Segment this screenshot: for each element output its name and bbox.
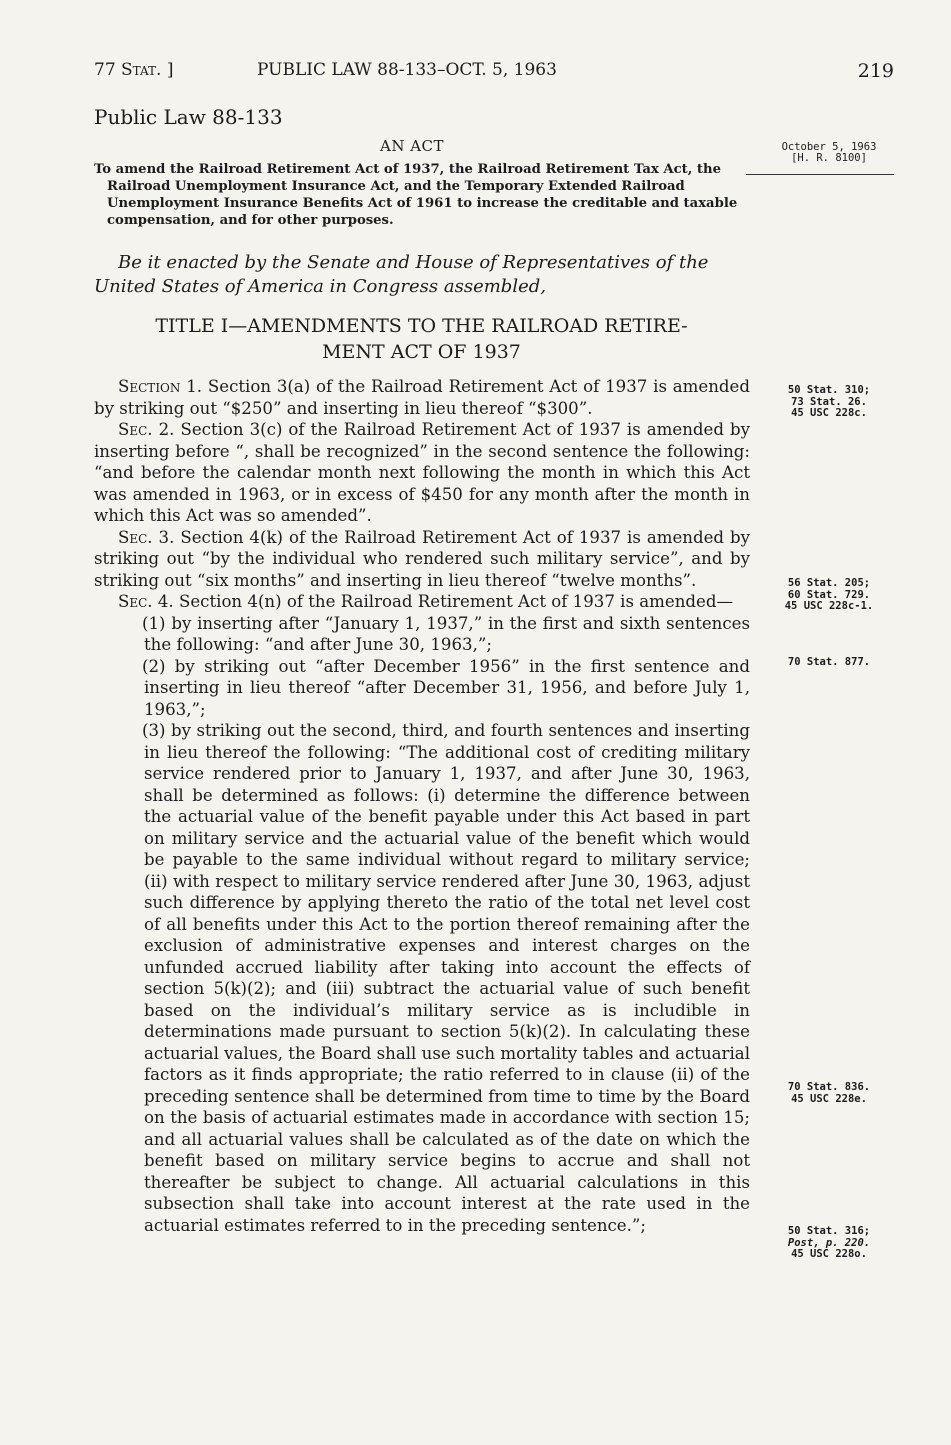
bill-number: [H. R. 8100] (791, 152, 867, 164)
law-date-heading: PUBLIC LAW 88-133–OCT. 5, 1963 (257, 60, 557, 80)
margin-note-1 (764, 385, 894, 420)
margin-rule (746, 174, 894, 175)
margin-note-5 (764, 1226, 894, 1261)
page-number: 219 (857, 60, 894, 82)
section-text: Section 3(c) of the Railroad Retirement Act of 1937 is amended by inserting before “, shall be recognized” in the second sentence the following: “and before the calendar month next following the month in which this Act was amended in 1963, or in excess of $450 for any month after the month in which this Act was so amended”. (94, 420, 750, 525)
section-1 (94, 376, 750, 419)
citation: Post, p. 220. (787, 1236, 871, 1249)
margin-note-2 (764, 578, 894, 613)
margin-note-3 (764, 657, 894, 669)
long-title: To amend the Railroad Retirement Act of 1937, the Railroad Retirement Tax Act, the Railroad Unemployment Insurance Act, and the Temporary Extended Railroad Unemployment Insurance Benefits Act of 1961 to increase the creditable and taxable compensation, and for other purposes. (94, 162, 738, 228)
citation: 45 USC 228e. (791, 1092, 867, 1105)
enactment-date: October 5, 1963 (781, 141, 877, 153)
section-label: Sec. 3. (118, 527, 175, 547)
section-text: Section 4(n) of the Railroad Retirement Act of 1937 is amended— (178, 592, 734, 611)
margin-note-4 (764, 1082, 894, 1105)
clause-1: (1) by inserting after “January 1, 1937,” in the first and sixth sentences the following: “and after June 30, 1963,”; (142, 613, 750, 654)
citation: 45 USC 228c-1. (784, 600, 874, 612)
stat-reference: 77 Stat. ] (94, 60, 174, 80)
public-law-title: Public Law 88-133 (94, 105, 283, 129)
clause-2: (2) by striking out “after December 1956” in the first sentence and inserting in lieu thereof “after December 31, 1956, and before July 1, 1963,”; (142, 656, 750, 719)
section-4-clauses (144, 613, 750, 1237)
citation: 70 Stat. 836. (787, 1081, 871, 1093)
section-label: Sec. 4. (118, 592, 174, 611)
date-reference (764, 142, 894, 164)
section-label: Section 1. (118, 377, 203, 396)
title-heading-line1: TITLE I—AMENDMENTS TO THE RAILROAD RETIRE- (155, 315, 688, 337)
title-heading (94, 313, 749, 365)
title-heading-line2: MENT ACT OF 1937 (322, 341, 521, 363)
citation: 60 Stat. 729. (787, 588, 871, 601)
citation: 70 Stat. 877. (787, 656, 871, 668)
page-header (94, 60, 894, 84)
section-3 (94, 527, 750, 592)
citation: 73 Stat. 26. (791, 395, 867, 408)
section-text: Section 3(a) of the Railroad Retirement Act of 1937 is amended by striking out “$250” and inserting in lieu thereof “$300”. (94, 377, 750, 418)
citation: 45 USC 228c. (791, 407, 867, 419)
citation: 56 Stat. 205; (787, 577, 871, 589)
enacting-clause: Be it enacted by the Senate and House of Representatives of the United States of America in Congress assembled, (94, 252, 709, 297)
body-text (94, 376, 750, 1236)
citation: 50 Stat. 310; (787, 384, 871, 396)
act-heading: AN ACT (380, 137, 445, 155)
citation: 50 Stat. 316; (787, 1225, 871, 1237)
section-4 (94, 591, 750, 613)
section-text: Section 4(k) of the Railroad Retirement Act of 1937 is amended by striking out “by the individual who rendered such military service”, and by striking out “six months” and inserting in lieu thereof “twelve months”. (94, 527, 750, 590)
section-2 (94, 419, 750, 527)
clause-3: (3) by striking out the second, third, and fourth sentences and inserting in lieu thereof the following: “The additional cost of crediting military service rendered prior to January 1, 1937, and after June 30, 1963, shall be determined as follows: (i) determine the difference between the actuarial value of the benefit payable under this Act based in part on military service and the actuarial value of the benefit which would be payable to the same individual without regard to military service; (ii) with respect to military service rendered after June 30, 1963, adjust such difference by applying thereto the ratio of the total net level cost of all benefits under this Act to the portion thereof remaining after the exclusion of administrative expenses and interest charges on the unfunded accrued liability after taking into account the effects of section 5(k)(2); and (iii) subtract the actuarial value of such benefit based on the individual’s military service as is includible in determinations made pursuant to section 5(k)(2). In calculating these actuarial values, the Board shall use such mortality tables and actuarial factors as it finds appropriate; the ratio referred to in clause (ii) of the preceding sentence shall be determined from time to time by the Board on the basis of actuarial estimates made in accordance with section 15; and all actuarial values shall be calculated as of the date on which the benefit based on military service begins to accrue and shall not thereafter be subject to change. All actuarial calculations in this subsection shall take into account interest at the rate used in the actuarial estimates referred to in the preceding sentence.”; (142, 721, 750, 1235)
citation: 45 USC 228o. (791, 1248, 867, 1260)
section-label: Sec. 2. (118, 420, 175, 439)
